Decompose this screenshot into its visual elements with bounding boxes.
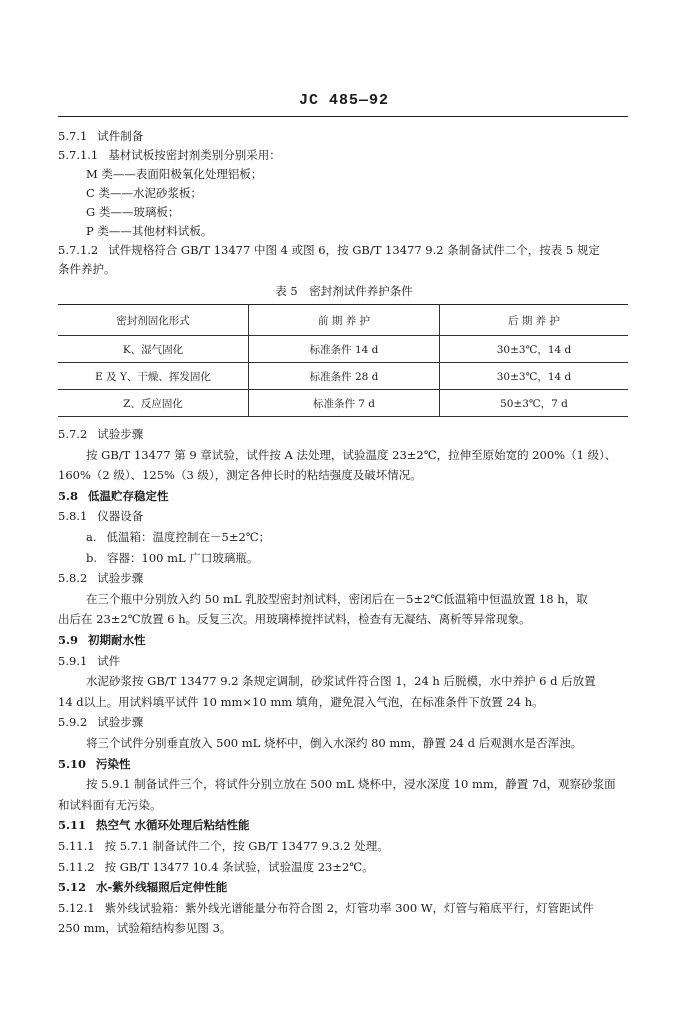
text-line: [86, 222, 628, 240]
numbered-line: [86, 549, 628, 567]
clause-number: 5.7.1: [58, 129, 88, 143]
table-cell: 30±3℃，14 d: [440, 363, 629, 390]
numbered-line: [58, 816, 628, 834]
clause-text: C 类——水泥砂浆板；: [86, 186, 202, 200]
clause-text: 按 GB/T 13477 第 9 章试验，试件按 A 法处理，试验温度 23±2℃，拉伸至原始宽的 200%（1 级）、: [86, 447, 617, 462]
clause-number: 5.7.1.1: [58, 148, 99, 162]
clause-text: M 类——表面阳极氧化处理铝板；: [86, 167, 263, 181]
clause-text: 14 d以上。用试料填平试件 10 mm×10 mm 填角，避免混入气泡，在标准条件下放置 24 h。: [58, 694, 544, 709]
clause-text: 水泥砂浆按 GB/T 13477 9.2 条规定调制，砂浆试件符合图 1，24 h 后脱模，水中养护 6 d 后放置: [86, 674, 596, 689]
clause-text: 将三个试件分别垂直放入 500 mL 烧杯中，倒入水深约 80 mm，静置 24 d 后观测水是否浑浊。: [86, 736, 583, 750]
table-header-cell: 前 期 养 护: [249, 305, 440, 336]
numbered-line: [58, 858, 628, 876]
clause-text: 污染性: [96, 756, 131, 771]
clause-text: 初期耐水性: [88, 633, 146, 647]
text-line: [86, 446, 628, 464]
numbered-line: [58, 899, 628, 917]
clause-text: 试件制备: [97, 129, 144, 143]
curing-conditions-table: [58, 304, 628, 417]
table-cell: 标准条件 28 d: [249, 363, 440, 390]
numbered-line: [58, 713, 628, 731]
clause-text: 按 5.7.1 制备试件二个，按 GB/T 13477 9.3.2 处理。: [104, 839, 389, 853]
text-line: [58, 693, 628, 711]
clause-text: 试验步骤: [97, 571, 144, 586]
clause-text: 250 mm，试验箱结构参见图 3。: [58, 921, 232, 936]
clause-number: 5.9.1: [58, 653, 88, 668]
clause-text: P 类——其他材料试板。: [86, 224, 213, 238]
clause-number: 5.8.2: [58, 571, 88, 586]
clause-text: 试件: [97, 653, 121, 668]
clause-number: 5.9.2: [58, 715, 88, 730]
table-cell: Z、反应固化: [58, 390, 249, 417]
numbered-line: [58, 631, 628, 649]
numbered-line: [58, 652, 628, 670]
clause-number: 5.11.1: [58, 839, 95, 853]
clause-number: b.: [86, 550, 98, 565]
clause-text: 紫外线试验箱：紫外线光谱能量分布符合图 2，灯管功率 300 W，灯管与箱底平行，灯管距试件: [104, 900, 594, 915]
clause-number: 5.12: [58, 880, 87, 895]
table-cell: E 及 Y、干燥、挥发固化: [58, 363, 249, 390]
clause-text: 和试料面有无污染。: [58, 797, 162, 812]
numbered-line: [86, 528, 628, 546]
clause-text: G 类——玻璃板；: [86, 205, 180, 219]
table-cell: K、湿气固化: [58, 336, 249, 363]
table-cell: 50±3℃，7 d: [440, 390, 629, 417]
numbered-line: [58, 878, 628, 896]
numbered-line: [58, 241, 628, 259]
clause-number: 5.8: [58, 488, 79, 503]
clause-text: 试验步骤: [97, 715, 144, 730]
text-line: [86, 203, 628, 221]
numbered-line: [58, 837, 628, 855]
table-cell: 标准条件 7 d: [249, 390, 440, 417]
clause-text: 低温箱：温度控制在－5±2℃；: [106, 530, 271, 544]
clause-text: 试件规格符合 GB/T 13477 中图 4 或图 6，按 GB/T 13477 9.2 条制备试件二个，按表 5 规定: [108, 243, 600, 257]
numbered-line: [58, 146, 628, 164]
clause-text: 容器：100 mL 广口玻璃瓶。: [107, 550, 259, 565]
text-line: [86, 165, 628, 183]
numbered-line: [58, 507, 628, 525]
numbered-line: [58, 127, 628, 145]
text-line: [86, 734, 628, 752]
text-line: [58, 796, 628, 814]
text-line: [58, 260, 628, 278]
clause-text: 条件养护。: [58, 262, 116, 276]
clause-text: 160%（2 级）、125%（3 级），测定各伸长时的粘结强度及破坏情况。: [58, 468, 422, 483]
clause-number: 5.11.2: [58, 859, 95, 874]
text-line: [86, 184, 628, 202]
numbered-line: [58, 487, 628, 505]
clause-number: 5.7.2: [58, 427, 88, 441]
standard-code-header: JC 485—92: [298, 92, 389, 109]
table-header-cell: 后 期 养 护: [440, 305, 629, 336]
text-line: [86, 590, 628, 608]
clause-number: 5.7.1.2: [58, 243, 99, 257]
clause-number: a.: [86, 530, 97, 544]
table-cell: 30±3℃，14 d: [440, 336, 629, 363]
clause-text: 按 GB/T 13477 10.4 条试验，试验温度 23±2℃。: [104, 859, 374, 874]
clause-number: 5.10: [58, 756, 87, 771]
text-line: [58, 919, 628, 937]
table-row: [58, 363, 628, 390]
clause-number: 5.12.1: [58, 900, 95, 915]
text-line: [86, 775, 628, 793]
numbered-line: [58, 569, 628, 587]
header-rule: [58, 116, 628, 117]
clause-text: 在三个瓶中分别放入约 50 mL 乳胶型密封剂试料，密闭后在－5±2℃低温箱中恒温放置 18 h，取: [86, 591, 588, 606]
clause-text: 基材试板按密封剂类别分别采用：: [108, 148, 281, 162]
table-caption: 表 5 密封剂试件养护条件: [275, 284, 413, 298]
table-row: [58, 336, 628, 363]
table-header-row: [58, 305, 628, 336]
table-row: [58, 390, 628, 417]
clause-text: 仪器设备: [97, 509, 144, 524]
clause-text: 试验步骤: [97, 427, 144, 441]
text-line: [58, 610, 628, 628]
clause-text: 水-紫外线辐照后定伸性能: [96, 880, 228, 895]
numbered-line: [58, 755, 628, 773]
clause-text: 热空气 水循环处理后粘结性能: [96, 818, 250, 833]
clause-number: 5.11: [58, 818, 87, 833]
clause-number: 5.8.1: [58, 509, 88, 524]
clause-text: 低温贮存稳定性: [88, 488, 169, 503]
table-header-cell: 密封剂固化形式: [58, 305, 249, 336]
text-line: [86, 672, 628, 690]
clause-text: 出后在 23±2℃放置 6 h。反复三次。用玻璃棒搅拌试料，检查有无凝结、离析等异常现象。: [58, 612, 531, 627]
numbered-line: [58, 425, 628, 443]
clause-number: 5.9: [58, 633, 79, 647]
table-cell: 标准条件 14 d: [249, 336, 440, 363]
text-line: [58, 466, 628, 484]
clause-text: 按 5.9.1 制备试件三个，将试件分别立放在 500 mL 烧杯中，浸水深度 10 mm，静置 7d，观察砂浆面: [86, 777, 616, 792]
